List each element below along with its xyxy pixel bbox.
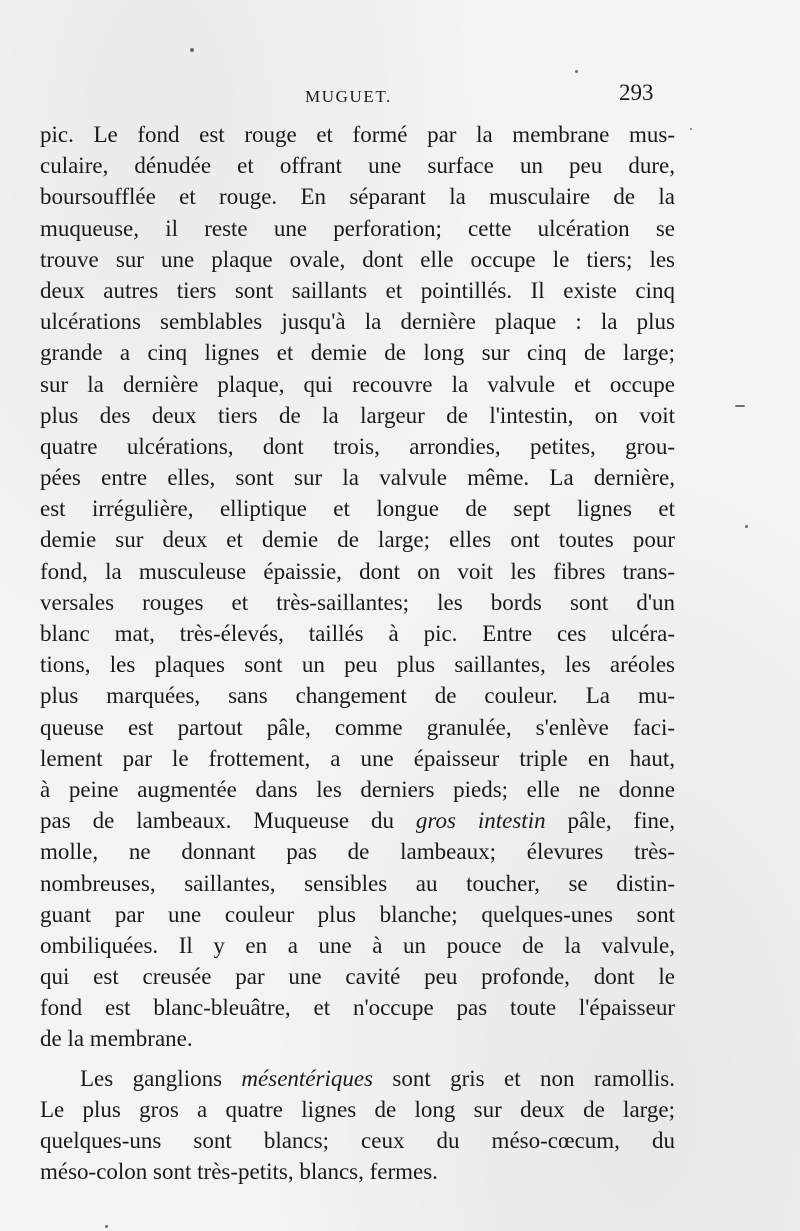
paper-speck — [690, 128, 692, 130]
text-line — [40, 1063, 675, 1094]
text-line: blanc mat, très-élevés, taillés à pic. Entre ces ulcéra- — [40, 621, 675, 646]
text-line: versales rouges et très-saillantes; les bords sont d'un — [40, 589, 675, 615]
paper-speck — [190, 48, 194, 52]
paper-speck — [105, 1225, 108, 1228]
text-line: quatre ulcérations, dont trois, arrondies, petites, grou- — [40, 433, 675, 459]
text-line: culaire, dénudée et offrant une surface un peu dure, — [40, 153, 675, 179]
page-number: 293 — [619, 80, 654, 105]
text-line: plus des deux tiers de la largeur de l'intestin, on voit — [40, 402, 675, 428]
text-line: lement par le frottement, a une épaisseur triple en haut, — [40, 745, 675, 771]
text-line: queuse est partout pâle, comme granulée, s'enlève faci- — [40, 714, 675, 740]
text-run: pâle, fine, — [545, 808, 675, 834]
text-line: boursoufflée et rouge. En séparant la musculaire de la — [40, 184, 675, 210]
text-line: nombreuses, saillantes, sensibles au toucher, se distin- — [40, 870, 675, 896]
text-line: tions, les plaques sont un peu plus saillantes, les aréoles — [40, 652, 675, 678]
text-line: Le plus gros a quatre lignes de long sur deux de large; — [40, 1096, 675, 1122]
text-line: fond est blanc-bleuâtre, et n'occupe pas toute l'épaisseur — [40, 995, 675, 1021]
text-line: ulcérations semblables jusqu'à la dernière plaque : la plus — [40, 309, 675, 335]
text-line: trouve sur une plaque ovale, dont elle occupe le tiers; les — [40, 246, 675, 272]
paper-speck — [575, 70, 578, 73]
text-line: sur la dernière plaque, qui recouvre la valvule et occupe — [40, 371, 675, 397]
text-run: pas de lambeaux. Muqueuse du — [40, 808, 416, 834]
text-line: fond, la musculeuse épaissie, dont on voit les fibres trans- — [40, 558, 675, 584]
text-line: méso-colon sont très-petits, blancs, fermes. — [40, 1159, 438, 1185]
text-line: est irrégulière, elliptique et longue de sept lignes et — [40, 496, 675, 522]
text-line: pic. Le fond est rouge et formé par la membrane mus- — [40, 122, 675, 147]
text-run: sont gris et non ramollis. — [373, 1065, 675, 1091]
text-line: deux autres tiers sont saillants et pointillés. Il existe cinq — [40, 277, 675, 303]
text-line: molle, ne donnant pas de lambeaux; élevures très- — [40, 839, 675, 865]
text-line: plus marquées, sans changement de couleur. La mu- — [40, 683, 675, 709]
paper-speck — [735, 405, 745, 407]
text-line: demie sur deux et demie de large; elles ont toutes pour — [40, 527, 675, 553]
text-line — [40, 805, 675, 836]
text-line: pées entre elles, sont sur la valvule même. La dernière, — [40, 465, 675, 491]
text-line: quelques-uns sont blancs; ceux du méso-cœcum, du — [40, 1128, 675, 1153]
italic-term: gros intestin — [415, 808, 546, 834]
text-line: de la membrane. — [40, 1026, 193, 1052]
text-line: ombiliquées. Il y en a une à un pouce de la valvule, — [40, 932, 675, 958]
text-line: qui est creusée par une cavité peu profonde, dont le — [40, 964, 675, 990]
body-text — [40, 119, 675, 1187]
text-line: guant par une couleur plus blanche; quelques-unes sont — [40, 901, 675, 927]
text-run: Les ganglions — [80, 1065, 242, 1091]
text-line: muqueuse, il reste une perforation; cette ulcération se — [40, 215, 675, 241]
italic-term: mésentériques — [241, 1065, 373, 1091]
text-line: grande a cinq lignes et demie de long sur cinq de large; — [40, 340, 675, 366]
paper-speck — [745, 525, 748, 528]
text-line: à peine augmentée dans les derniers pieds; elle ne donne — [40, 776, 675, 802]
running-head: MUGUET. — [305, 87, 392, 106]
